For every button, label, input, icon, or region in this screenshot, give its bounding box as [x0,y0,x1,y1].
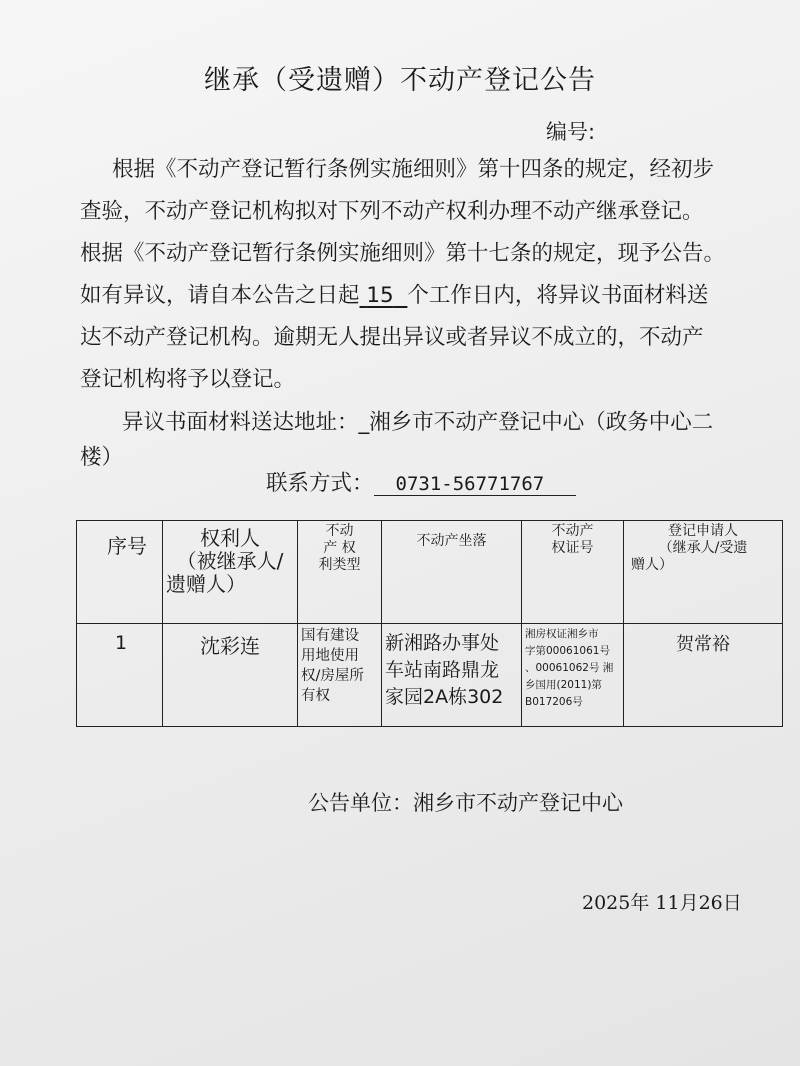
contact-phone: 0731-56771767 [374,473,577,496]
cell-seq: 1 [77,624,163,727]
contact-label: 联系方式： [266,471,374,496]
objection-text-after: 个工作日内，将异议书面材料送 [407,283,709,308]
cell-applicant: 贺常裕 [624,624,783,727]
notice-date: 2025年 11月26日 [582,892,742,914]
table-header-row [77,521,783,624]
objection-line [80,278,708,309]
serial-number-label: 编号: [546,120,596,144]
header-certificate: 不动产 权证号 [522,521,624,624]
cell-location: 新湘路办事处 车站南路鼎龙 家园2A栋302 [382,624,522,727]
header-location: 不动产坐落 [382,521,522,624]
header-applicant: 登记申请人 （继承人/受遗 赠人） [624,521,783,624]
issuer-line: 公告单位：湘乡市不动产登记中心 [308,791,623,815]
paragraph-line-2: 查验，不动产登记机构拟对下列不动产权利办理不动产继承登记。 [80,199,704,224]
address-line-1: 异议书面材料送达地址：_湘乡市不动产登记中心（政务中心二 [122,410,714,435]
paragraph-line-6: 登记机构将予以登记。 [80,367,296,392]
header-seq: 序号 [77,521,163,624]
contact-line [266,466,576,497]
cell-certificate: 湘房权证湘乡市 字第00061061号 、00061062号 湘 乡国用(2011)第 B017206号 [522,624,624,727]
table-row [77,624,783,727]
cell-holder: 沈彩连 [163,624,298,727]
paragraph-line-1: 根据《不动产登记暂行条例实施细则》第十四条的规定，经初步 [112,157,715,182]
paragraph-line-3: 根据《不动产登记暂行条例实施细则》第十七条的规定，现予公告。 [80,241,726,266]
address-line-2: 楼） [80,445,124,470]
property-table [76,520,783,727]
header-right-type: 不动 产 权 利类型 [298,521,382,624]
objection-text-before: 如有异议，请自本公告之日起 [80,283,360,308]
header-holder: 权利人 （被继承人/ 遗赠人） [163,521,298,624]
notice-title: 继承（受遗赠）不动产登记公告 [204,65,596,96]
paragraph-line-5: 达不动产登记机构。逾期无人提出异议或者异议不成立的，不动产 [80,325,704,350]
cell-right-type: 国有建设 用地使用 权/房屋所 有权 [298,624,382,727]
objection-days: 15 [366,283,394,308]
